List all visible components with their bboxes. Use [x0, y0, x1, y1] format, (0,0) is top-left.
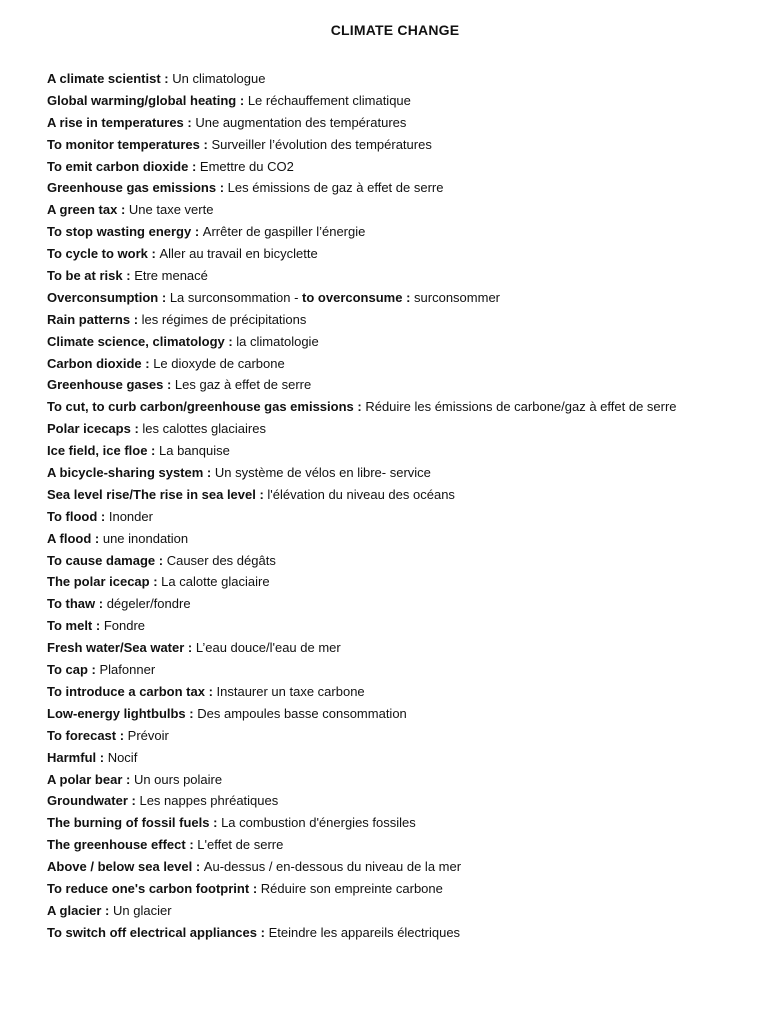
vocabulary-entry: [47, 725, 762, 747]
english-term: To emit carbon dioxide: [47, 158, 189, 174]
english-term: A green tax: [47, 202, 118, 218]
french-translation: Le dioxyde de carbone: [153, 355, 285, 371]
french-translation: Causer des dégâts: [166, 552, 276, 568]
french-translation: Arrêter de gaspiller l’énergie: [202, 224, 366, 240]
vocabulary-entry: [47, 506, 762, 528]
french-translation: Réduire son empreinte carbone: [260, 880, 443, 896]
english-term: Groundwater: [47, 793, 128, 809]
term-separator: :: [199, 136, 212, 152]
vocabulary-list: [47, 68, 762, 944]
vocabulary-entry: [47, 418, 762, 440]
english-term: Greenhouse gas emissions: [47, 180, 217, 196]
vocabulary-entry: [47, 615, 762, 637]
french-translation: Au-dessus / en-dessous du niveau de la mer: [203, 859, 462, 875]
term-separator: :: [158, 289, 170, 305]
vocabulary-entry: [47, 900, 762, 922]
vocabulary-entry: [47, 703, 762, 725]
french-translation: une inondation: [102, 530, 189, 546]
french-translation: Etre menacé: [134, 268, 208, 284]
french-translation: Aller au travail en bicyclette: [159, 246, 318, 262]
vocabulary-entry: [47, 112, 762, 134]
english-term: To cause damage: [47, 552, 156, 568]
vocabulary-entry: [47, 90, 762, 112]
vocabulary-entry: [47, 309, 762, 331]
french-translation: Eteindre les appareils électriques: [268, 924, 461, 940]
french-translation: Inonder: [108, 508, 153, 524]
term-separator: :: [402, 289, 415, 305]
english-term: A polar bear: [47, 771, 123, 787]
english-term: Rain patterns: [47, 311, 131, 327]
term-separator: :: [224, 333, 237, 349]
term-separator: :: [130, 311, 142, 327]
term-separator: :: [353, 399, 366, 415]
vocabulary-entry: [47, 550, 762, 572]
vocabulary-entry: [47, 856, 762, 878]
english-term: Overconsumption: [47, 289, 159, 305]
french-translation: Les émissions de gaz à effet de serre: [227, 180, 444, 196]
french-translation: La surconsommation -: [169, 289, 303, 305]
vocabulary-entry: [47, 156, 762, 178]
term-separator: :: [185, 837, 198, 853]
english-term: To thaw: [47, 596, 96, 612]
french-translation-secondary: surconsommer: [414, 289, 500, 305]
english-term: To cap: [47, 662, 88, 678]
english-term: To monitor temperatures: [47, 136, 200, 152]
french-translation: les calottes glaciaires: [142, 421, 266, 437]
vocabulary-entry: [47, 353, 762, 375]
english-term: Greenhouse gases: [47, 377, 164, 393]
english-term: To switch off electrical appliances: [47, 924, 257, 940]
english-term: Polar icecaps: [47, 421, 131, 437]
english-term: A bicycle-sharing system: [47, 465, 204, 481]
term-separator: :: [147, 443, 159, 459]
french-translation: Les gaz à effet de serre: [174, 377, 312, 393]
term-separator: :: [87, 662, 100, 678]
term-separator: :: [236, 92, 248, 108]
english-term-secondary: to overconsume: [302, 289, 403, 305]
french-translation: Les nappes phréatiques: [139, 793, 279, 809]
term-separator: :: [160, 71, 173, 86]
term-separator: :: [92, 618, 104, 634]
french-translation: Plafonner: [99, 662, 156, 678]
french-translation: Fondre: [103, 618, 146, 634]
french-translation: Un système de vélos en libre- service: [214, 465, 431, 481]
term-separator: :: [204, 683, 217, 699]
term-separator: :: [147, 246, 160, 262]
vocabulary-entry: [47, 528, 762, 550]
english-term: To reduce one's carbon footprint: [47, 880, 250, 896]
vocabulary-entry: [47, 68, 762, 90]
term-separator: :: [117, 202, 129, 218]
vocabulary-entry: [47, 593, 762, 615]
vocabulary-entry: [47, 199, 762, 221]
french-translation: Réduire les émissions de carbone/gaz à effet de serre: [365, 399, 677, 415]
term-separator: :: [255, 486, 268, 502]
french-translation: Un climatologue: [172, 71, 266, 86]
vocabulary-entry: [47, 484, 762, 506]
term-separator: :: [95, 596, 107, 612]
french-translation: Le réchauffement climatique: [247, 92, 411, 108]
term-separator: :: [163, 377, 175, 393]
french-translation: Nocif: [107, 749, 138, 765]
term-separator: :: [122, 268, 135, 284]
vocabulary-entry: [47, 396, 762, 418]
vocabulary-entry: [47, 922, 762, 944]
term-separator: :: [192, 859, 204, 875]
french-translation: La calotte glaciaire: [161, 574, 270, 590]
french-translation: Une taxe verte: [128, 202, 214, 218]
french-translation: les régimes de précipitations: [141, 311, 307, 327]
term-separator: :: [203, 465, 215, 481]
french-translation: Des ampoules basse consommation: [197, 705, 407, 721]
term-separator: :: [116, 727, 128, 743]
french-translation: Prévoir: [127, 727, 169, 743]
vocabulary-entry: [47, 265, 762, 287]
english-term: Low-energy lightbulbs: [47, 705, 186, 721]
term-separator: :: [149, 574, 162, 590]
vocabulary-entry: [47, 440, 762, 462]
english-term: A rise in temperatures: [47, 114, 184, 130]
term-separator: :: [101, 902, 113, 918]
english-term: A flood: [47, 530, 92, 546]
vocabulary-entry: [47, 812, 762, 834]
french-translation: La combustion d'énergies fossiles: [221, 815, 416, 831]
french-translation: dégeler/fondre: [106, 596, 191, 612]
term-separator: :: [249, 880, 261, 896]
vocabulary-entry: [47, 287, 762, 309]
english-term: A climate scientist: [47, 71, 161, 86]
vocabulary-entry: [47, 462, 762, 484]
english-term: Fresh water/Sea water: [47, 640, 185, 656]
french-translation: La banquise: [159, 443, 230, 459]
page-title: CLIMATE CHANGE: [330, 22, 460, 38]
term-separator: :: [184, 640, 196, 656]
vocabulary-entry: [47, 834, 762, 856]
english-term: Climate science, climatology: [47, 333, 225, 349]
french-translation: Un glacier: [113, 902, 172, 918]
term-separator: :: [96, 749, 108, 765]
english-term: To forecast: [47, 727, 117, 743]
french-translation: Emettre du CO2: [199, 158, 294, 174]
term-separator: :: [185, 705, 198, 721]
term-separator: :: [91, 530, 103, 546]
english-term: A glacier: [47, 902, 102, 918]
english-term: Global warming/global heating: [47, 92, 237, 108]
french-translation: L'effet de serre: [197, 837, 284, 853]
french-translation: Surveiller l’évolution des températures: [211, 136, 432, 152]
vocabulary-entry: [47, 134, 762, 156]
vocabulary-entry: [47, 790, 762, 812]
vocabulary-entry: [47, 243, 762, 265]
vocabulary-entry: [47, 331, 762, 353]
vocabulary-entry: [47, 681, 762, 703]
english-term: To melt: [47, 618, 93, 634]
english-term: The burning of fossil fuels: [47, 815, 210, 831]
english-term: Harmful: [47, 749, 97, 765]
vocabulary-entry: [47, 659, 762, 681]
english-term: To be at risk: [47, 268, 123, 284]
term-separator: :: [122, 771, 134, 787]
english-term: To stop wasting energy: [47, 224, 192, 240]
term-separator: :: [191, 224, 203, 240]
vocabulary-entry: [47, 747, 762, 769]
vocabulary-entry: [47, 177, 762, 199]
term-separator: :: [127, 793, 140, 809]
vocabulary-entry: [47, 769, 762, 791]
term-separator: :: [209, 815, 222, 831]
english-term: Above / below sea level: [47, 859, 193, 875]
term-separator: :: [141, 355, 154, 371]
vocabulary-entry: [47, 374, 762, 396]
french-translation: la climatologie: [236, 333, 319, 349]
english-term: To cut, to curb carbon/greenhouse gas emissions: [47, 399, 354, 415]
english-term: The greenhouse effect: [47, 837, 186, 853]
english-term: The polar icecap: [47, 574, 150, 590]
term-separator: :: [155, 552, 167, 568]
french-translation: Une augmentation des températures: [195, 114, 407, 130]
term-separator: :: [183, 114, 196, 130]
english-term: Ice field, ice floe: [47, 443, 148, 459]
term-separator: :: [257, 924, 269, 940]
vocabulary-entry: [47, 878, 762, 900]
english-term: To introduce a carbon tax: [47, 683, 205, 699]
term-separator: :: [97, 508, 109, 524]
french-translation: Instaurer un taxe carbone: [216, 683, 365, 699]
english-term: To flood: [47, 508, 98, 524]
french-translation: L’eau douce/l'eau de mer: [195, 640, 341, 656]
vocabulary-entry: [47, 637, 762, 659]
french-translation: l'élévation du niveau des océans: [267, 486, 455, 502]
english-term: To cycle to work: [47, 246, 148, 262]
term-separator: :: [216, 180, 228, 196]
vocabulary-entry: [47, 221, 762, 243]
term-separator: :: [130, 421, 143, 437]
vocabulary-entry: [47, 571, 762, 593]
english-term: Carbon dioxide: [47, 355, 142, 371]
french-translation: Un ours polaire: [133, 771, 223, 787]
term-separator: :: [188, 158, 200, 174]
english-term: Sea level rise/The rise in sea level: [47, 486, 256, 502]
